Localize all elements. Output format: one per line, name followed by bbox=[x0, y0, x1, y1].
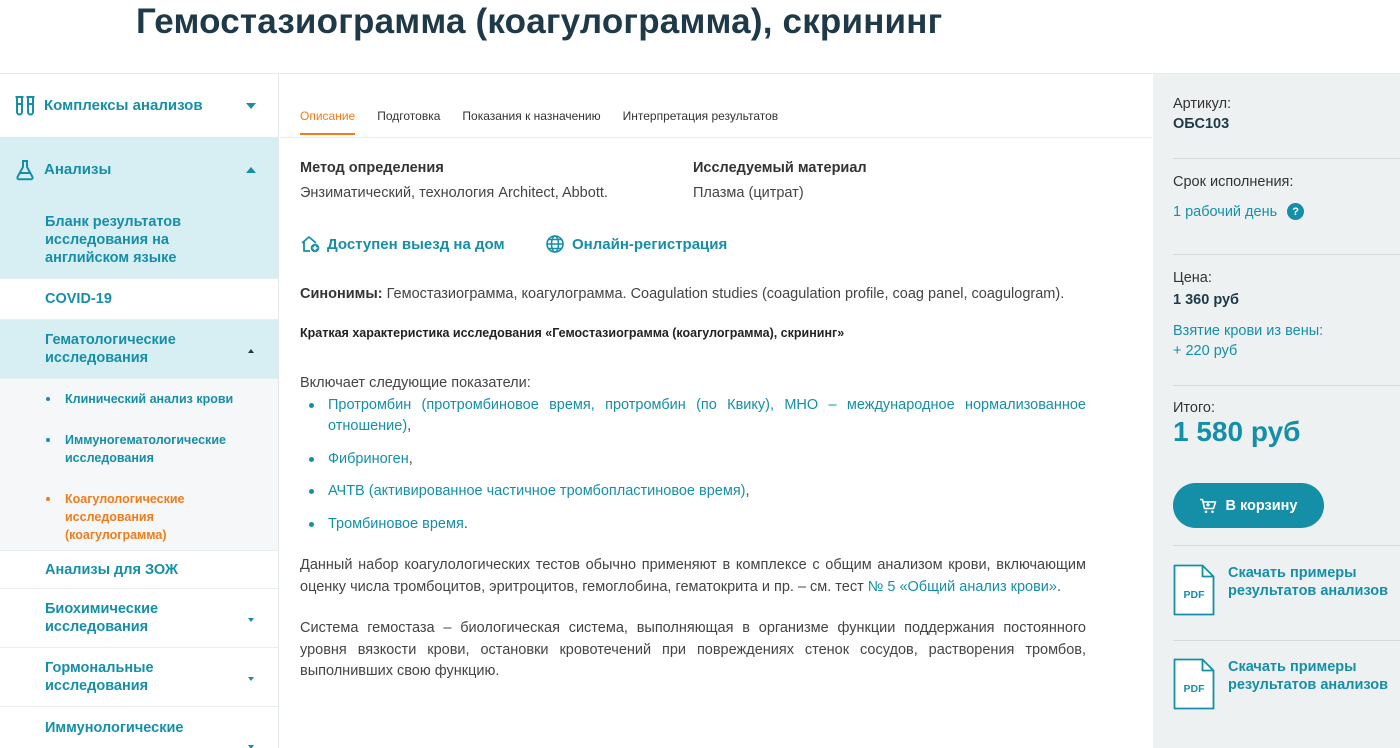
chevron-up-icon bbox=[246, 167, 256, 173]
term-label: Срок исполнения: bbox=[1173, 174, 1294, 190]
sidebar-item-label: Иммунологические bbox=[45, 720, 184, 736]
term-block bbox=[1173, 174, 1378, 221]
description-content bbox=[300, 284, 1086, 683]
material-label: Исследуемый материал bbox=[693, 160, 867, 176]
test-tubes-icon bbox=[14, 95, 36, 117]
synonyms bbox=[300, 284, 1086, 306]
divider bbox=[1173, 385, 1400, 386]
order-panel bbox=[1153, 73, 1400, 748]
indicator-item[interactable] bbox=[300, 395, 1086, 438]
sidebar-item-label: Биохимические исследования bbox=[45, 601, 159, 635]
blood-test-link[interactable]: № 5 «Общий анализ крови» bbox=[867, 578, 1057, 595]
article-value: ОБС103 bbox=[1173, 116, 1230, 132]
total-value: 1 580 руб bbox=[1173, 416, 1301, 447]
sidebar-complexes[interactable] bbox=[0, 74, 278, 138]
chevron-down-icon bbox=[246, 103, 256, 109]
tab-indications[interactable]: Показания к назначению bbox=[462, 109, 601, 123]
sidebar-item-hematology[interactable] bbox=[0, 320, 278, 379]
sidebar-analyses-label: Анализы bbox=[44, 161, 112, 178]
submenu-item-clinical-blood[interactable]: Клинический анализ крови bbox=[0, 390, 278, 408]
home-visit-link[interactable] bbox=[300, 234, 505, 254]
indicator-tail: , bbox=[408, 450, 413, 467]
sidebar-item-label: Гормональные исследования bbox=[45, 660, 154, 694]
brief-title: Краткая характеристика исследования «Гемостазиограмма (коагулограмма), скрининг» bbox=[300, 325, 845, 340]
submenu-item-immunohematology[interactable]: Иммуногематологические исследования bbox=[0, 431, 278, 467]
divider bbox=[1173, 545, 1400, 546]
sidebar-item-label: Гематологические исследования bbox=[45, 332, 176, 366]
home-plus-icon bbox=[300, 234, 320, 254]
sidebar-complexes-label: Комплексы анализов bbox=[44, 97, 203, 114]
sidebar-item-covid[interactable] bbox=[0, 279, 278, 320]
synonyms-text: Гемостазиограмма, коагулограмма. Coagulation studies (coagulation profile, coag panel, coagulogram). bbox=[382, 286, 1065, 302]
material-value: Плазма (цитрат) bbox=[693, 185, 804, 201]
pdf-icon-label: PDF bbox=[1183, 683, 1205, 695]
indicator-tail: , bbox=[745, 483, 750, 499]
divider bbox=[1173, 254, 1400, 255]
pdf-icon bbox=[1173, 564, 1215, 616]
indicator-link[interactable]: Протромбин (протромбиновое время, протромбин (по Квику), МНО – международное нормализованное отношение) bbox=[328, 396, 1086, 434]
sidebar-item-label: Анализы для ЗОЖ bbox=[45, 561, 179, 578]
tab-description[interactable]: Описание bbox=[300, 109, 355, 135]
term-row bbox=[1173, 203, 1378, 221]
flask-icon bbox=[14, 159, 36, 181]
indicator-item[interactable] bbox=[300, 449, 1086, 471]
chevron-down-icon bbox=[248, 618, 254, 622]
sidebar-item-label: COVID-19 bbox=[45, 291, 112, 307]
sidebar bbox=[0, 73, 279, 748]
divider bbox=[1173, 640, 1400, 641]
pdf-download-1[interactable] bbox=[1173, 564, 1388, 616]
article-block bbox=[1173, 96, 1378, 132]
price-label: Цена: bbox=[1173, 270, 1212, 286]
price-block bbox=[1173, 270, 1378, 359]
synonyms-label: Синонимы: bbox=[300, 286, 383, 302]
online-registration-label: Онлайн-регистрация bbox=[572, 235, 728, 253]
pdf-link-text: Скачать примеры результатов анализов bbox=[1228, 565, 1388, 599]
paragraph-text: Данный набор коагулологических тестов обычно применяют в комплексе с общим анализом крови, включающим оценку числа тромбоцитов, эритроцитов, гемоглобина, гематокрита и пр. – см. тест bbox=[300, 557, 1086, 595]
globe-icon bbox=[545, 234, 565, 254]
indicators-list bbox=[300, 395, 1086, 536]
total-label: Итого: bbox=[1173, 400, 1216, 416]
pdf-icon-label: PDF bbox=[1183, 589, 1205, 601]
sidebar-item-biochemistry[interactable] bbox=[0, 589, 278, 648]
sidebar-item-immunology[interactable] bbox=[0, 707, 278, 748]
includes-intro: Включает следующие показатели: bbox=[300, 375, 531, 391]
chevron-up-icon bbox=[248, 349, 254, 353]
sidebar-item-healthy-lifestyle[interactable] bbox=[0, 551, 278, 589]
tab-preparation[interactable]: Подготовка bbox=[377, 109, 441, 123]
tabs bbox=[300, 109, 800, 135]
method-label: Метод определения bbox=[300, 160, 444, 176]
main-content bbox=[280, 73, 1152, 748]
pdf-icon bbox=[1173, 658, 1215, 710]
divider bbox=[1173, 158, 1400, 159]
blood-draw-value: + 220 руб bbox=[1173, 343, 1238, 359]
sidebar-submenu bbox=[0, 379, 278, 551]
submenu-item-coagulology[interactable]: Коагулологические исследования (коагулограмма) bbox=[0, 490, 278, 544]
method-value: Энзиматический, технология Architect, Abbott. bbox=[300, 185, 608, 201]
indicator-tail: . bbox=[463, 515, 468, 532]
blood-draw-label: Взятие крови из вены: bbox=[1173, 323, 1324, 339]
paragraph-hemostasis: Система гемостаза – биологическая система, выполняющая в организме функции поддержания постоянного уровня вязкости крови, остановки кровотечений при повреждениях стенок сосудов, растворения тромбов, выполнивших свою функцию. bbox=[300, 620, 1086, 679]
page-title: Гемостазиограмма (коагулограмма), скрининг bbox=[136, 2, 943, 41]
home-visit-label: Доступен выезд на дом bbox=[327, 235, 505, 253]
sidebar-item-label: Бланк результатов исследования на английском языке bbox=[45, 214, 182, 266]
sidebar-item-hormonal[interactable] bbox=[0, 648, 278, 707]
sidebar-item-english-blank[interactable] bbox=[0, 202, 278, 279]
cart-label: В корзину bbox=[1225, 497, 1298, 514]
sidebar-analyses[interactable] bbox=[0, 138, 278, 202]
tabs-divider bbox=[280, 137, 1152, 138]
pdf-link-text: Скачать примеры результатов анализов bbox=[1228, 659, 1388, 693]
tab-interpretation[interactable]: Интерпретация результатов bbox=[622, 109, 779, 123]
paragraph-blood-test bbox=[300, 555, 1086, 598]
help-icon[interactable]: ? bbox=[1287, 203, 1304, 220]
online-registration-link[interactable] bbox=[545, 234, 727, 254]
indicator-item[interactable] bbox=[300, 481, 1086, 503]
indicator-tail: , bbox=[407, 418, 412, 434]
indicator-link[interactable]: Тромбиновое время bbox=[328, 515, 464, 532]
chevron-down-icon bbox=[248, 677, 254, 681]
indicator-link[interactable]: Фибриноген bbox=[328, 450, 409, 467]
article-label: Артикул: bbox=[1173, 96, 1232, 112]
paragraph-end: . bbox=[1056, 578, 1062, 595]
price-value: 1 360 руб bbox=[1173, 292, 1240, 308]
add-to-cart-button[interactable] bbox=[1173, 483, 1324, 528]
total-block bbox=[1173, 400, 1378, 448]
cart-icon bbox=[1199, 498, 1217, 514]
term-value: 1 рабочий день bbox=[1173, 204, 1278, 220]
indicator-item[interactable] bbox=[300, 514, 1086, 536]
indicator-link[interactable]: АЧТВ (активированное частичное тромбопластиновое время) bbox=[328, 483, 746, 499]
pdf-download-2[interactable] bbox=[1173, 658, 1388, 710]
